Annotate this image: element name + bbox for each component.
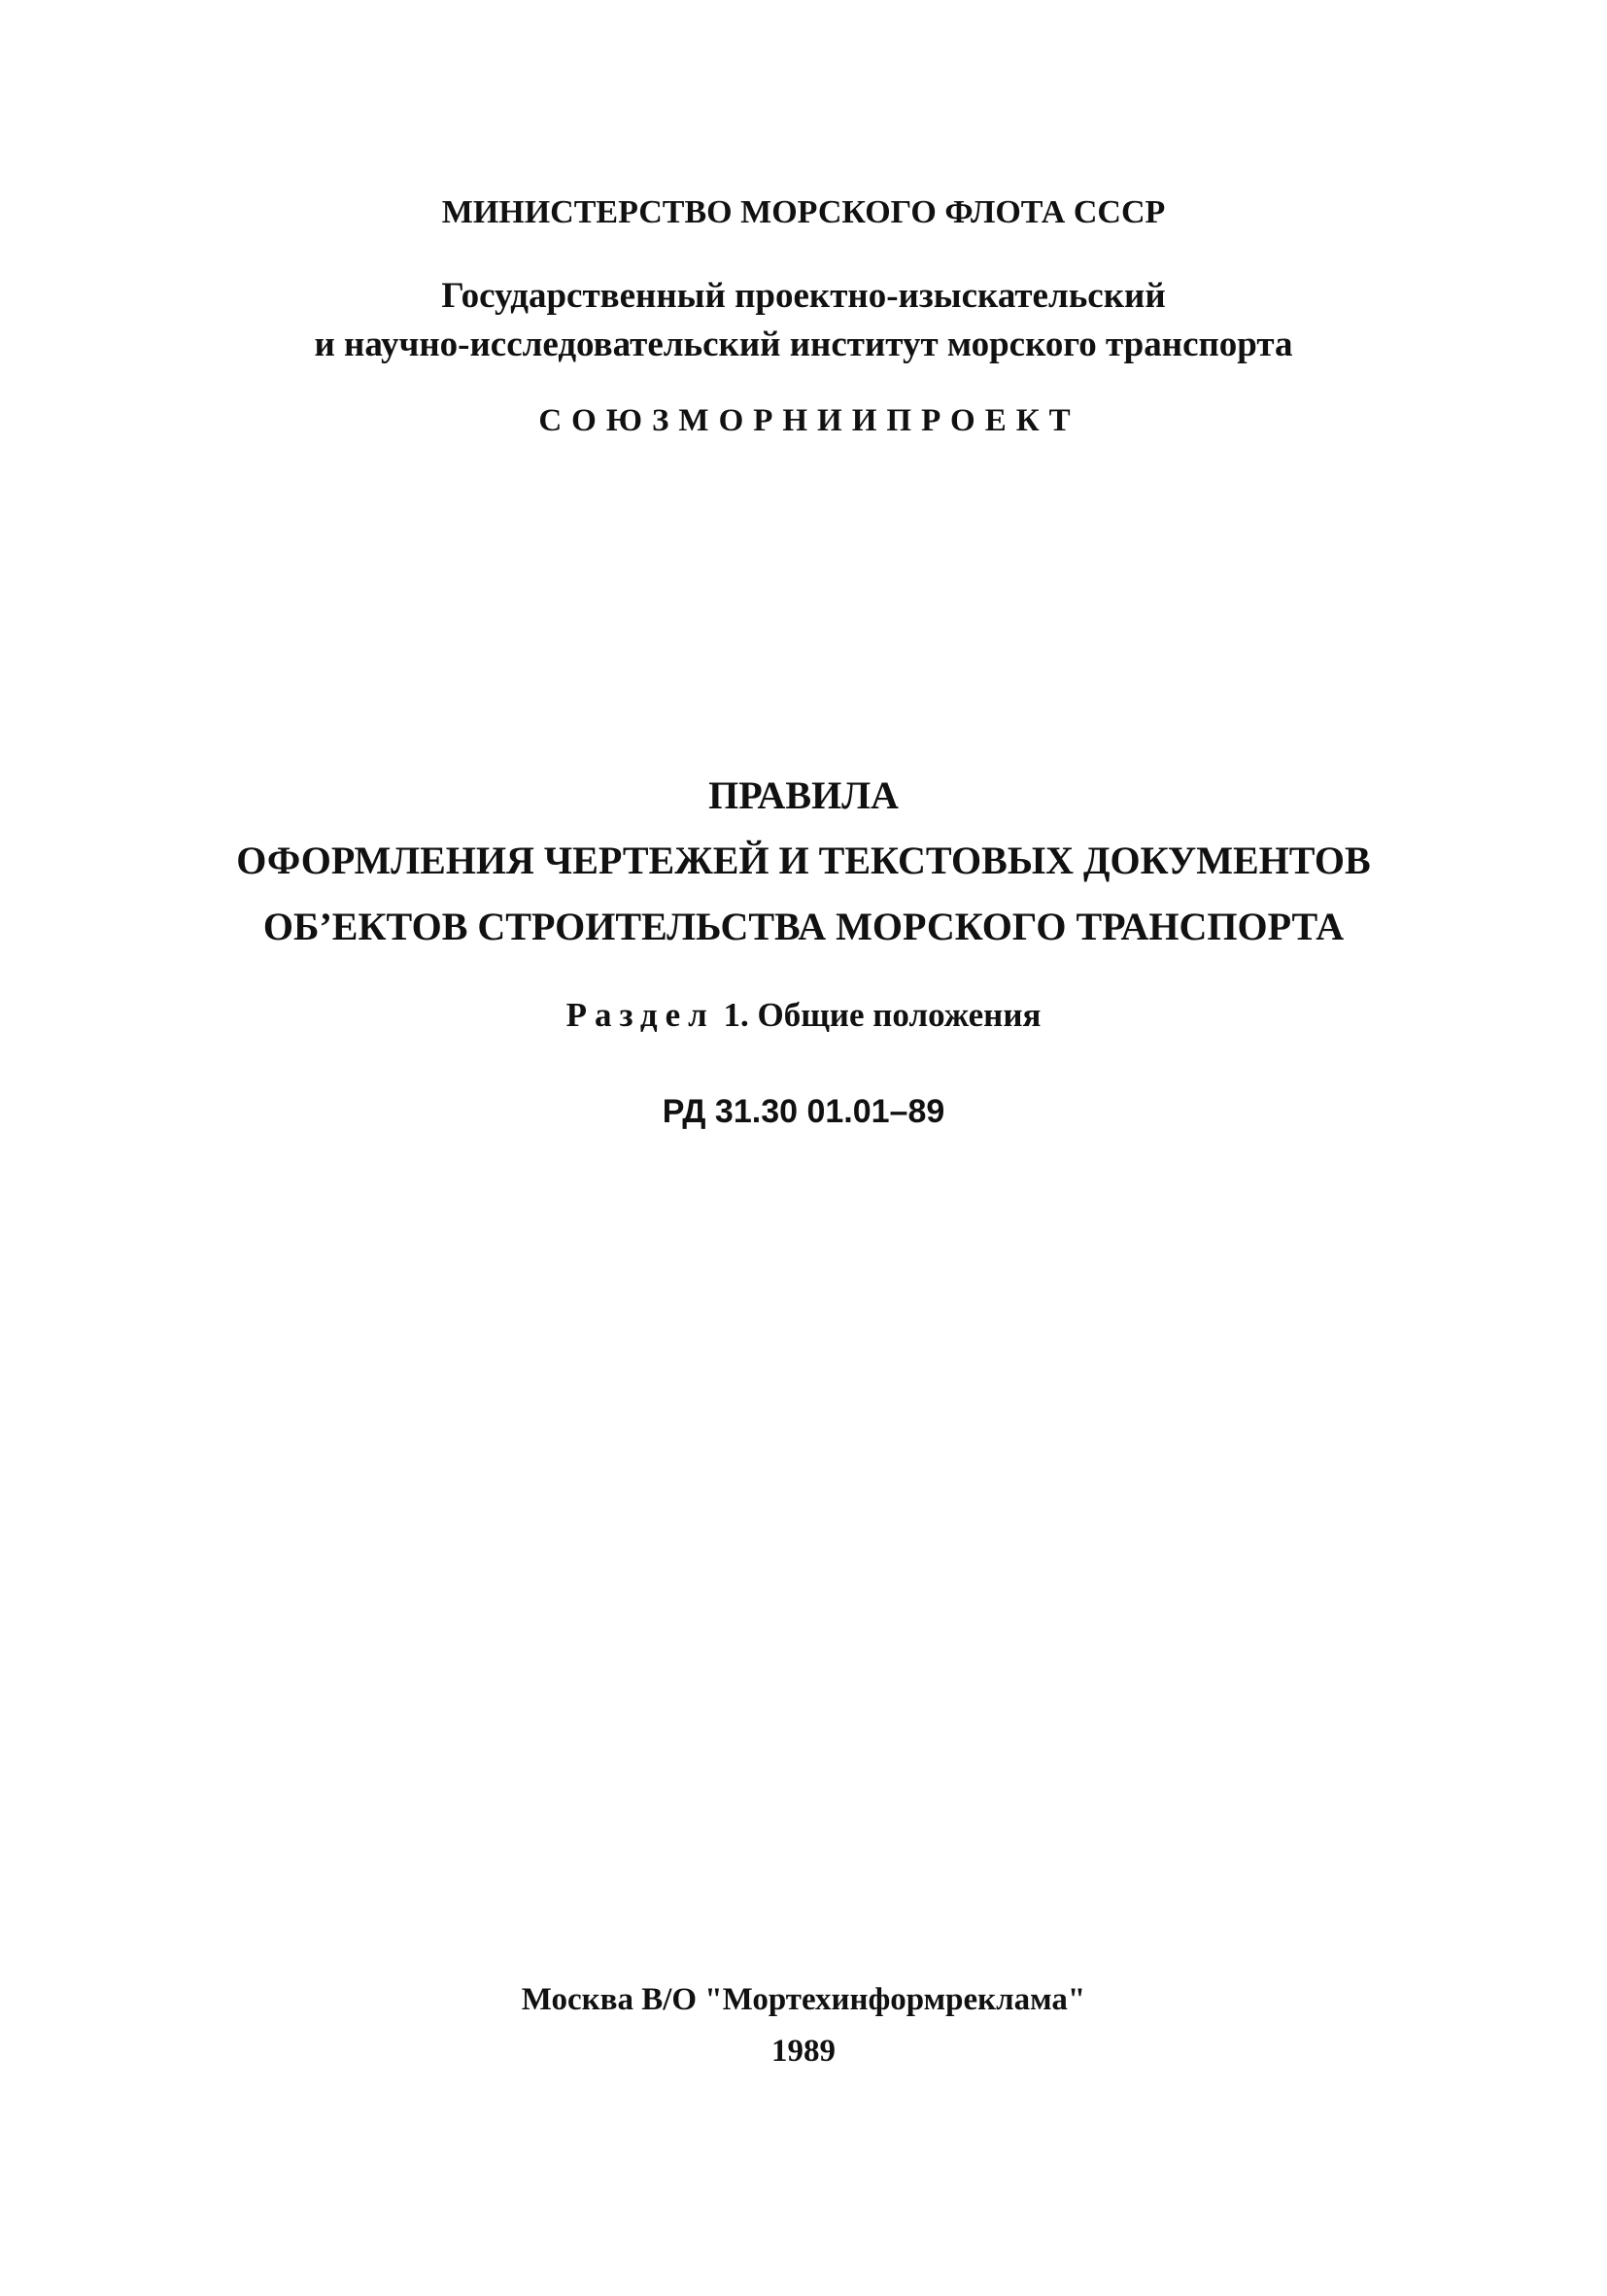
section-heading — [0, 996, 1607, 1035]
publication-year: 1989 — [771, 2034, 836, 2069]
organization-abbreviation: СОЮЗМОРНИИПРОЕКТ — [538, 403, 1080, 438]
document-title-line-3: ОБ’ЕКТОВ СТРОИТЕЛЬСТВА МОРСКОГО ТРАНСПОРТА — [262, 905, 1345, 948]
document-title-line-2: ОФОРМЛЕНИЯ ЧЕРТЕЖЕЙ И ТЕКСТОВЫХ ДОКУМЕНТОВ — [236, 839, 1371, 882]
section-number: 1. — [723, 996, 749, 1034]
document-title-line-1: ПРАВИЛА — [708, 773, 899, 817]
document-code: РД 31.30 01.01–89 — [662, 1093, 945, 1130]
section-name: Общие положения — [757, 996, 1042, 1034]
section-label: Раздел — [565, 996, 715, 1034]
ministry-heading: МИНИСТЕРСТВО МОРСКОГО ФЛОТА СССР — [441, 194, 1166, 230]
publisher-line: Москва В/О "Мортехинформреклама" — [521, 1982, 1086, 2017]
institute-name-line-2: и научно-исследовательский институт морского транспорта — [314, 325, 1293, 364]
institute-name-line-1: Государственный проектно-изыскательский — [441, 276, 1166, 316]
